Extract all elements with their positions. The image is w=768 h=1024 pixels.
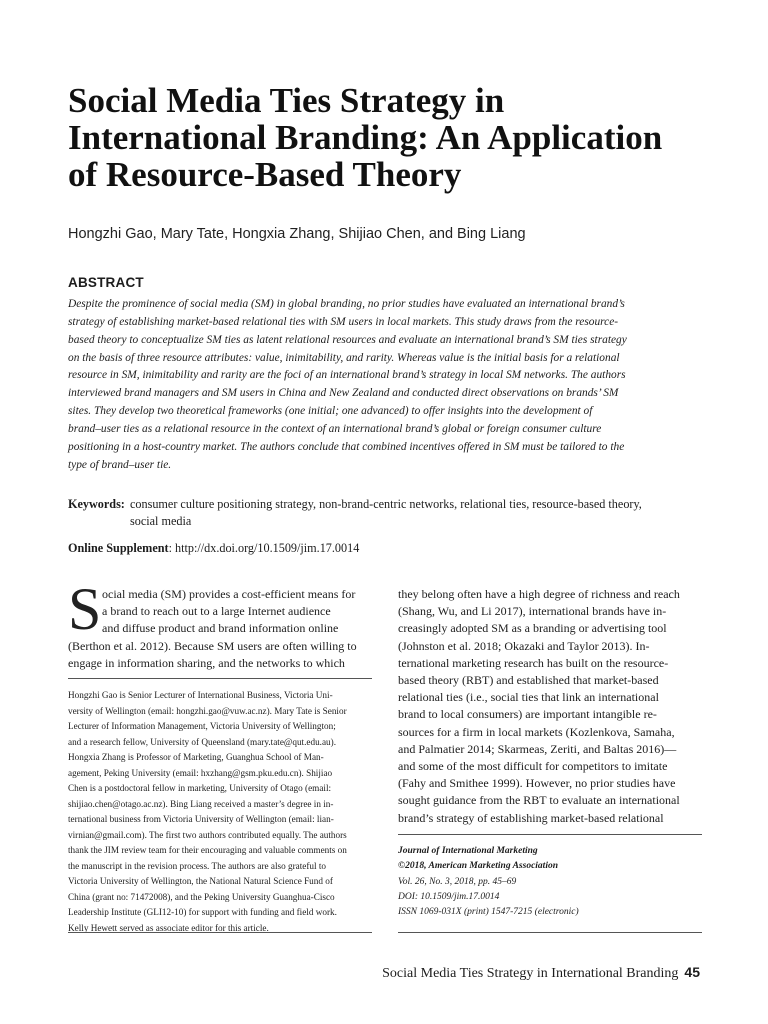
footnote-line: Leadership Institute (GLI12-10) for support with funding and field work. <box>68 907 337 917</box>
body-line: they belong often have a high degree of richness and reach <box>398 587 680 601</box>
abstract-line: brand–user ties as a relational resource in the context of an international brand’s global or foreign consumer culture <box>68 422 602 435</box>
journal-name: Journal of International Marketing <box>398 846 538 856</box>
footnote-line: shijiao.chen@otago.ac.nz). Bing Liang received a master’s degree in in- <box>68 798 334 809</box>
abstract-heading: ABSTRACT <box>68 275 144 290</box>
body-line: (Fahy and Smithee 1999). However, no prior studies have <box>398 776 676 791</box>
abstract-body <box>68 296 700 474</box>
footnote-line: the manuscript in the revision process. The authors are also grateful to <box>68 860 327 871</box>
body-line: and Palmatier 2014; Skarmeas, Zeriti, and Baltas 2016)— <box>398 741 677 756</box>
title-line: of Resource-Based Theory <box>68 155 462 194</box>
abstract-line: sites. They develop two theoretical frameworks (one initial; one advanced) to offer insights into the development of <box>68 405 593 418</box>
body-line: creasingly adopted SM as a branding or advertising tool <box>398 621 667 636</box>
keywords-line: social media <box>130 514 192 528</box>
footnote-line: and a research fellow, University of Queensland (mary.tate@qut.edu.au). <box>68 736 336 747</box>
keywords-label: Keywords: <box>68 497 125 511</box>
body-line: ocial media (SM) provides a cost-efficient means for <box>102 587 356 601</box>
journal-rule-top <box>398 834 702 835</box>
footnote-line: Kelly Hewett served as associate editor for this article. <box>68 922 269 933</box>
drop-cap: S <box>68 576 102 642</box>
body-line: brand’s strategy of establishing market-based relational <box>398 810 664 825</box>
online-supplement <box>68 541 359 556</box>
abstract-line: based theory to conceptualize SM ties as latent relational resources and evaluate an international brand’s SM ties strategy <box>68 333 627 346</box>
title-line: International Branding: An Application <box>68 118 663 157</box>
article-title <box>68 82 728 193</box>
abstract-line: strategy of establishing market-based relational ties with SM users in local markets. This study draws from the resource- <box>68 315 619 328</box>
body-line: (Shang, Wu, and Li 2017), international brands have in- <box>398 604 667 619</box>
footnote-line: agement, Peking University (email: hxzhang@gsm.pku.edu.cn). Shijiao <box>68 767 333 778</box>
body-line: brand to local consumers) are important intangible re- <box>398 707 657 722</box>
journal-issn: ISSN 1069-031X (print) 1547-7215 (electronic) <box>398 907 579 918</box>
title-line: Social Media Ties Strategy in <box>68 81 505 120</box>
supplement-link[interactable]: : http://dx.doi.org/10.1509/jim.17.0014 <box>168 541 360 555</box>
abstract-line: positioning in a host-country market. The authors conclude that combined incentives offered in SM must be tailored to the <box>68 440 625 453</box>
footnote-rule-bottom <box>68 932 372 933</box>
running-title: Social Media Ties Strategy in International Branding <box>382 966 679 981</box>
footnote-line: thank the JIM review team for their encouraging and valuable comments on <box>68 845 347 855</box>
journal-volume: Vol. 26, No. 3, 2018, pp. 45–69 <box>398 876 517 887</box>
body-line: (Berthon et al. 2012). Because SM users are often willing to <box>68 638 357 653</box>
footnote-line: Lecturer of Information Management, Victoria University of Wellington; <box>68 721 336 731</box>
journal-doi: DOI: 10.1509/jim.17.0014 <box>398 891 500 902</box>
abstract-line: interviewed brand managers and SM users in China and New Zealand and conducted direct observations on brands’ SM <box>68 387 619 400</box>
footnote-line: versity of Wellington (email: hongzhi.gao@vuw.ac.nz). Mary Tate is Senior <box>68 705 347 716</box>
body-line: (Johnston et al. 2018; Okazaki and Taylor 2013). In- <box>398 638 650 653</box>
journal-copyright: ©2018, American Marketing Association <box>398 861 558 872</box>
footnote-line: Chen is a postdoctoral fellow in marketing, University of Otago (email: <box>68 783 332 793</box>
body-line: engage in information sharing, and the networks to which <box>68 655 345 670</box>
footnote-line: Hongzhi Gao is Senior Lecturer of International Business, Victoria Uni- <box>68 690 333 700</box>
body-column-left <box>68 586 372 672</box>
abstract-line: type of brand–user tie. <box>68 458 172 471</box>
abstract-line: on the basis of three resource attributes: value, inimitability, and rarity. Whereas value is the initial basis for a relational <box>68 351 620 364</box>
author-list: Hongzhi Gao, Mary Tate, Hongxia Zhang, Shijiao Chen, and Bing Liang <box>68 226 526 242</box>
keywords-line: consumer culture positioning strategy, non-brand-centric networks, relational ties, resource-based theory, <box>130 497 642 511</box>
footnote-line: ternational business from Victoria University of Wellington (email: lian- <box>68 814 334 824</box>
body-line: sought guidance from the RBT to evaluate an international <box>398 793 680 808</box>
body-column-right <box>398 586 702 827</box>
body-line: and some of the most difficult for competitors to imitate <box>398 759 668 774</box>
body-line: based theory (RBT) and established that market-based <box>398 673 659 688</box>
page-number: 45 <box>684 964 700 980</box>
body-line: a brand to reach out to a large Internet audience <box>102 604 331 619</box>
running-footer <box>382 964 700 982</box>
journal-rule-bottom <box>398 932 702 933</box>
abstract-line: Despite the prominence of social media (SM) in global branding, no prior studies have evaluated an international brand’s <box>68 298 625 310</box>
footnote-rule-top <box>68 678 372 679</box>
body-line: ternational marketing research has built on the resource- <box>398 655 669 670</box>
supplement-label: Online Supplement <box>68 541 169 555</box>
footnote-line: China (grant no: 71472008), and the Peking University Guanghua-Cisco <box>68 891 335 902</box>
body-line: and diffuse product and brand information online <box>102 621 339 636</box>
author-footnote <box>68 688 372 936</box>
footnote-line: Victoria University of Wellington, the National Natural Science Fund of <box>68 876 333 886</box>
body-line: relational ties (i.e., social ties that link an international <box>398 690 659 705</box>
abstract-line: resource in SM, inimitability and rarity are the foci of an international brand’s strategy in local SM networks. The authors <box>68 369 626 382</box>
footnote-line: Hongxia Zhang is Professor of Marketing, Guanghua School of Man- <box>68 752 324 762</box>
journal-info <box>398 844 702 920</box>
body-line: sources for a firm in local markets (Kozlenkova, Samaha, <box>398 724 675 739</box>
footnote-line: virnian@gmail.com). The first two authors contributed equally. The authors <box>68 829 347 840</box>
